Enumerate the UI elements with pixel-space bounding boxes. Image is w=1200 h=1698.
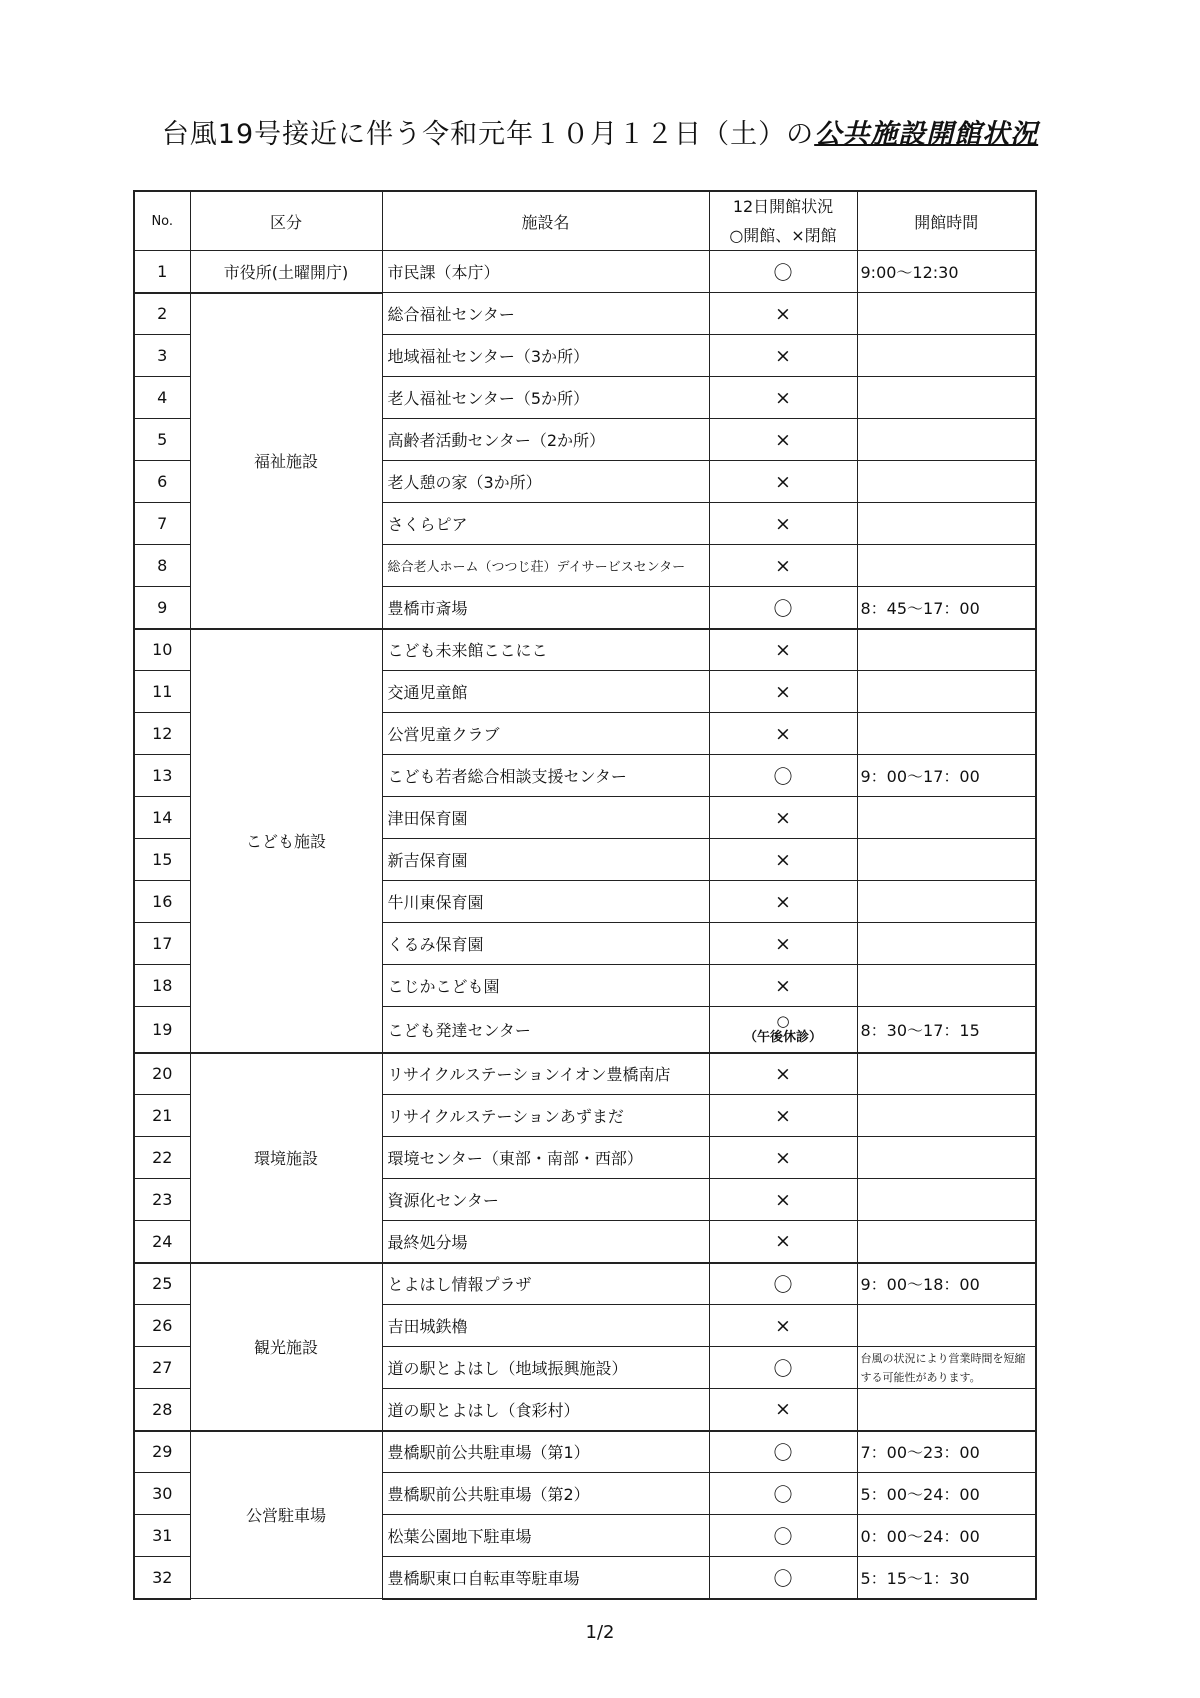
category-cell: 観光施設 <box>190 1263 382 1431</box>
facility-name: 松葉公園地下駐車場 <box>382 1515 709 1557</box>
facility-name: 豊橋市斎場 <box>382 587 709 629</box>
facility-name: 環境センター（東部・南部・西部） <box>382 1137 709 1179</box>
category-cell: こども施設 <box>190 629 382 1053</box>
status-mark: × <box>709 1305 857 1347</box>
header-status <box>709 191 857 251</box>
status-mark: × <box>709 965 857 1007</box>
facility-name: 総合福祉センター <box>382 293 709 335</box>
row-no: 25 <box>134 1263 190 1305</box>
facility-name: リサイクルステーションイオン豊橋南店 <box>382 1053 709 1095</box>
title-prefix: 台風19号接近に伴う令和元年１０月１２日（土）の <box>161 119 815 150</box>
facility-name: 交通児童館 <box>382 671 709 713</box>
row-no: 30 <box>134 1473 190 1515</box>
status-mark: 〇 <box>709 251 857 293</box>
status-mark: × <box>709 293 857 335</box>
opening-hours: 9：00～18：00 <box>857 1263 1036 1305</box>
opening-hours <box>857 671 1036 713</box>
row-no: 6 <box>134 461 190 503</box>
row-no: 14 <box>134 797 190 839</box>
opening-hours <box>857 839 1036 881</box>
page-title <box>0 112 1200 151</box>
opening-hours: 5：15～1：30 <box>857 1557 1036 1599</box>
status-mark: × <box>709 1095 857 1137</box>
row-no: 5 <box>134 419 190 461</box>
row-no: 12 <box>134 713 190 755</box>
header-hours: 開館時間 <box>857 191 1036 251</box>
opening-hours: 5：00～24：00 <box>857 1473 1036 1515</box>
facility-name: くるみ保育園 <box>382 923 709 965</box>
table-row <box>134 251 1036 293</box>
opening-hours: 8：45～17：00 <box>857 587 1036 629</box>
row-no: 17 <box>134 923 190 965</box>
row-no: 26 <box>134 1305 190 1347</box>
opening-hours <box>857 881 1036 923</box>
opening-hours: 8：30～17：15 <box>857 1007 1036 1053</box>
opening-hours <box>857 797 1036 839</box>
row-no: 18 <box>134 965 190 1007</box>
table-row <box>134 1263 1036 1305</box>
facility-name: 高齢者活動センター（2か所） <box>382 419 709 461</box>
opening-hours <box>857 293 1036 335</box>
header-facility: 施設名 <box>382 191 709 251</box>
category-cell: 環境施設 <box>190 1053 382 1263</box>
hours-note: 台風の状況により営業時間を短縮する可能性があります。 <box>857 1347 1036 1389</box>
facility-name: こども発達センター <box>382 1007 709 1053</box>
row-no: 4 <box>134 377 190 419</box>
row-no: 2 <box>134 293 190 335</box>
status-mark: 〇 <box>709 1515 857 1557</box>
facility-name: 新吉保育園 <box>382 839 709 881</box>
row-no: 7 <box>134 503 190 545</box>
facility-name: 市民課（本庁） <box>382 251 709 293</box>
status-mark: 〇 <box>709 1557 857 1599</box>
facility-name: 公営児童クラブ <box>382 713 709 755</box>
status-mark: × <box>709 671 857 713</box>
opening-hours <box>857 1137 1036 1179</box>
table-row <box>134 1431 1036 1473</box>
opening-hours: 9:00～12:30 <box>857 251 1036 293</box>
status-mark: × <box>709 1179 857 1221</box>
status-mark: 〇 <box>709 1347 857 1389</box>
opening-hours <box>857 923 1036 965</box>
facility-name: 資源化センター <box>382 1179 709 1221</box>
facility-name: 牛川東保育園 <box>382 881 709 923</box>
opening-hours <box>857 1389 1036 1431</box>
facility-name: 道の駅とよはし（食彩村） <box>382 1389 709 1431</box>
row-no: 32 <box>134 1557 190 1599</box>
row-no: 8 <box>134 545 190 587</box>
category-cell: 市役所(土曜開庁) <box>190 251 382 293</box>
title-emphasis: 公共施設開館状況 <box>814 119 1039 150</box>
facility-name: 道の駅とよはし（地域振興施設） <box>382 1347 709 1389</box>
row-no: 3 <box>134 335 190 377</box>
status-mark: × <box>709 713 857 755</box>
status-mark: × <box>709 1137 857 1179</box>
status-mark: × <box>709 377 857 419</box>
status-mark: × <box>709 923 857 965</box>
facility-name: 豊橋駅前公共駐車場（第2） <box>382 1473 709 1515</box>
row-no: 20 <box>134 1053 190 1095</box>
status-mark: 〇 <box>709 1473 857 1515</box>
row-no: 16 <box>134 881 190 923</box>
opening-hours <box>857 503 1036 545</box>
opening-hours: 0：00～24：00 <box>857 1515 1036 1557</box>
status-mark: × <box>709 503 857 545</box>
status-mark: × <box>709 461 857 503</box>
row-no: 29 <box>134 1431 190 1473</box>
header-status-line1: 12日開館状況 <box>732 197 834 216</box>
opening-hours <box>857 1053 1036 1095</box>
facility-name: こども未来館ここにこ <box>382 629 709 671</box>
opening-hours <box>857 713 1036 755</box>
facility-name: 最終処分場 <box>382 1221 709 1263</box>
opening-hours: 7：00～23：00 <box>857 1431 1036 1473</box>
header-no: No. <box>134 191 190 251</box>
table-row <box>134 629 1036 671</box>
opening-hours: 9：00～17：00 <box>857 755 1036 797</box>
row-no: 15 <box>134 839 190 881</box>
row-no: 31 <box>134 1515 190 1557</box>
status-mark: × <box>709 1053 857 1095</box>
facility-name: 豊橋駅前公共駐車場（第1） <box>382 1431 709 1473</box>
row-no: 9 <box>134 587 190 629</box>
header-category: 区分 <box>190 191 382 251</box>
status-mark: × <box>709 629 857 671</box>
opening-hours <box>857 545 1036 587</box>
row-no: 21 <box>134 1095 190 1137</box>
status-mark: × <box>709 1221 857 1263</box>
opening-hours <box>857 377 1036 419</box>
facility-name: 吉田城鉄櫓 <box>382 1305 709 1347</box>
facility-name: 総合老人ホーム（つつじ荘）デイサービスセンター <box>382 545 709 587</box>
table-row <box>134 293 1036 335</box>
page-number: 1/2 <box>585 1622 615 1643</box>
facility-name: 豊橋駅東口自転車等駐車場 <box>382 1557 709 1599</box>
facility-name: こども若者総合相談支援センター <box>382 755 709 797</box>
status-cell <box>709 1007 857 1053</box>
status-mark: × <box>709 335 857 377</box>
facility-name: さくらピア <box>382 503 709 545</box>
row-no: 24 <box>134 1221 190 1263</box>
facility-name: こじかこども園 <box>382 965 709 1007</box>
status-mark: × <box>709 545 857 587</box>
status-mark: ○ <box>776 1012 790 1031</box>
row-no: 19 <box>134 1007 190 1053</box>
status-mark: 〇 <box>709 755 857 797</box>
opening-hours <box>857 419 1036 461</box>
header-status-line2: ○開館、×閉館 <box>729 226 837 245</box>
opening-hours <box>857 461 1036 503</box>
status-mark: × <box>709 1389 857 1431</box>
row-no: 23 <box>134 1179 190 1221</box>
opening-hours <box>857 1221 1036 1263</box>
row-no: 27 <box>134 1347 190 1389</box>
row-no: 10 <box>134 629 190 671</box>
facility-name: 地域福祉センター（3か所） <box>382 335 709 377</box>
row-no: 22 <box>134 1137 190 1179</box>
opening-hours <box>857 629 1036 671</box>
row-no: 13 <box>134 755 190 797</box>
facility-name: とよはし情報プラザ <box>382 1263 709 1305</box>
facility-status-table <box>133 190 1037 1600</box>
status-note: （午後休診） <box>743 1030 822 1046</box>
facility-name: リサイクルステーションあずまだ <box>382 1095 709 1137</box>
row-no: 1 <box>134 251 190 293</box>
opening-hours <box>857 1095 1036 1137</box>
status-mark: × <box>709 419 857 461</box>
status-mark: 〇 <box>709 1431 857 1473</box>
opening-hours <box>857 1305 1036 1347</box>
facility-name: 老人憩の家（3か所） <box>382 461 709 503</box>
table-header-row <box>134 191 1036 251</box>
opening-hours <box>857 965 1036 1007</box>
category-cell: 福祉施設 <box>190 293 382 629</box>
row-no: 28 <box>134 1389 190 1431</box>
row-no: 11 <box>134 671 190 713</box>
facility-name: 老人福祉センター（5か所） <box>382 377 709 419</box>
status-mark: × <box>709 839 857 881</box>
status-mark: × <box>709 881 857 923</box>
table-row <box>134 1053 1036 1095</box>
facility-name: 津田保育園 <box>382 797 709 839</box>
status-mark: × <box>709 797 857 839</box>
status-mark: 〇 <box>709 1263 857 1305</box>
opening-hours <box>857 1179 1036 1221</box>
opening-hours <box>857 335 1036 377</box>
status-mark: 〇 <box>709 587 857 629</box>
category-cell: 公営駐車場 <box>190 1431 382 1599</box>
